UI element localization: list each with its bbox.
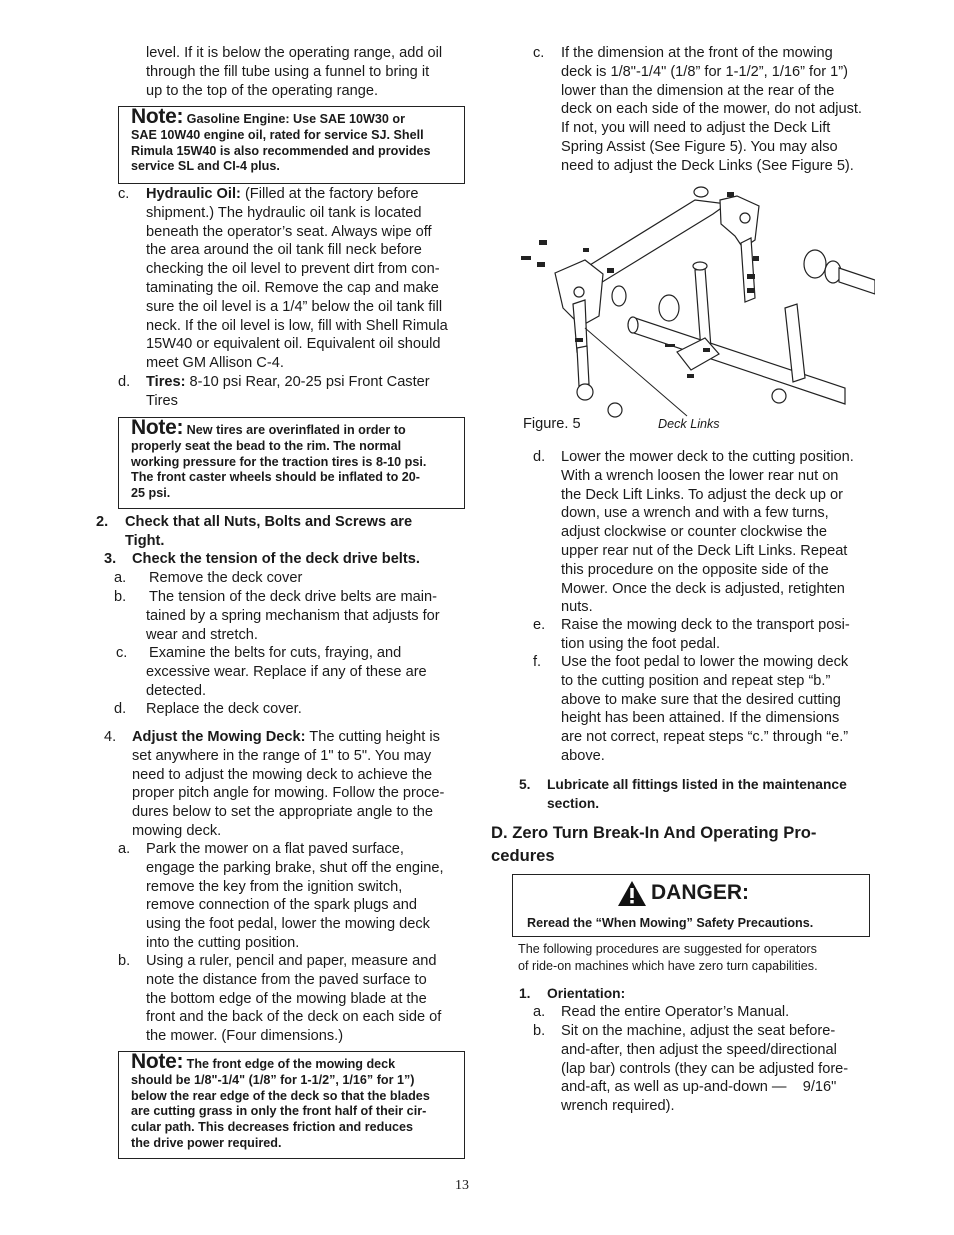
spring-rod xyxy=(695,268,711,350)
rod-cap xyxy=(693,262,707,270)
nut xyxy=(537,262,545,267)
figure-caption: Figure. 5 xyxy=(523,416,581,432)
clevis-pin xyxy=(608,403,622,417)
nut xyxy=(703,348,710,352)
deck-link xyxy=(573,300,587,352)
bolt xyxy=(539,240,547,245)
deck-links-callout: Deck Links xyxy=(658,417,720,431)
bushing xyxy=(659,295,679,321)
lift-arm-end xyxy=(694,187,708,197)
oil-continued-paragraph: level. If it is below the operating range, add oil through the fill tube using a funnel to bring it up to the top of the operating range. xyxy=(146,45,443,99)
right-bushing xyxy=(804,250,826,278)
nut xyxy=(727,192,734,197)
bracket-hole xyxy=(740,213,750,223)
nut xyxy=(747,274,755,279)
bolt xyxy=(583,248,589,252)
nut xyxy=(753,256,759,261)
nut xyxy=(687,374,694,378)
danger-box xyxy=(512,874,870,937)
gear-bushing xyxy=(612,286,626,306)
bolt xyxy=(665,344,675,347)
nut xyxy=(747,288,755,293)
warning-triangle-icon xyxy=(617,880,647,907)
danger-text: Reread the “When Mowing” Safety Precautions. xyxy=(527,916,814,930)
figure-5-deck-linkage-diagram xyxy=(515,178,875,428)
note-deck-front-edge: Note: The front edge of the mowing deck should be 1/8"-1/4" (1/8” for 1-1/2”, 1/16” for 1”) below the rear edge of the deck so that the blades are cutting grass in only the front half of their cir- cular path. This decreases friction and reduces the drive power required. xyxy=(118,1051,465,1159)
right-bracket xyxy=(720,196,759,248)
eye-ring xyxy=(577,384,593,400)
nut xyxy=(607,268,614,273)
note-tire-pressure: Note: New tires are overinflated in order to properly seat the bead to the rim. The normal working pressure for the traction tires is 8-10 psi. The front caster wheels should be inflated to 20- 25 psi. xyxy=(118,417,465,509)
nut xyxy=(575,338,583,342)
eye-bolt xyxy=(577,346,589,386)
page-number: 13 xyxy=(455,1178,469,1193)
section-d-heading: D. Zero Turn Break-In And Operating Pro- cedures xyxy=(491,823,817,865)
cross-tube xyxy=(631,318,845,404)
bracket-hole xyxy=(574,287,584,297)
break-in-intro: The following procedures are suggested for operators of ride-on machines which have zero turn capabilities. xyxy=(518,942,818,973)
tube-end xyxy=(628,317,638,333)
right-shaft xyxy=(839,268,875,294)
clevis-pin xyxy=(772,389,786,403)
note-engine-oil: Note: Gasoline Engine: Use SAE 10W30 or SAE 10W40 engine oil, rated for service SJ. Shell Rimula 15W40 is also recommended and provides service SL and CI-4 plus. xyxy=(118,106,465,184)
bolt xyxy=(521,256,531,260)
danger-title: DANGER: xyxy=(651,881,749,904)
